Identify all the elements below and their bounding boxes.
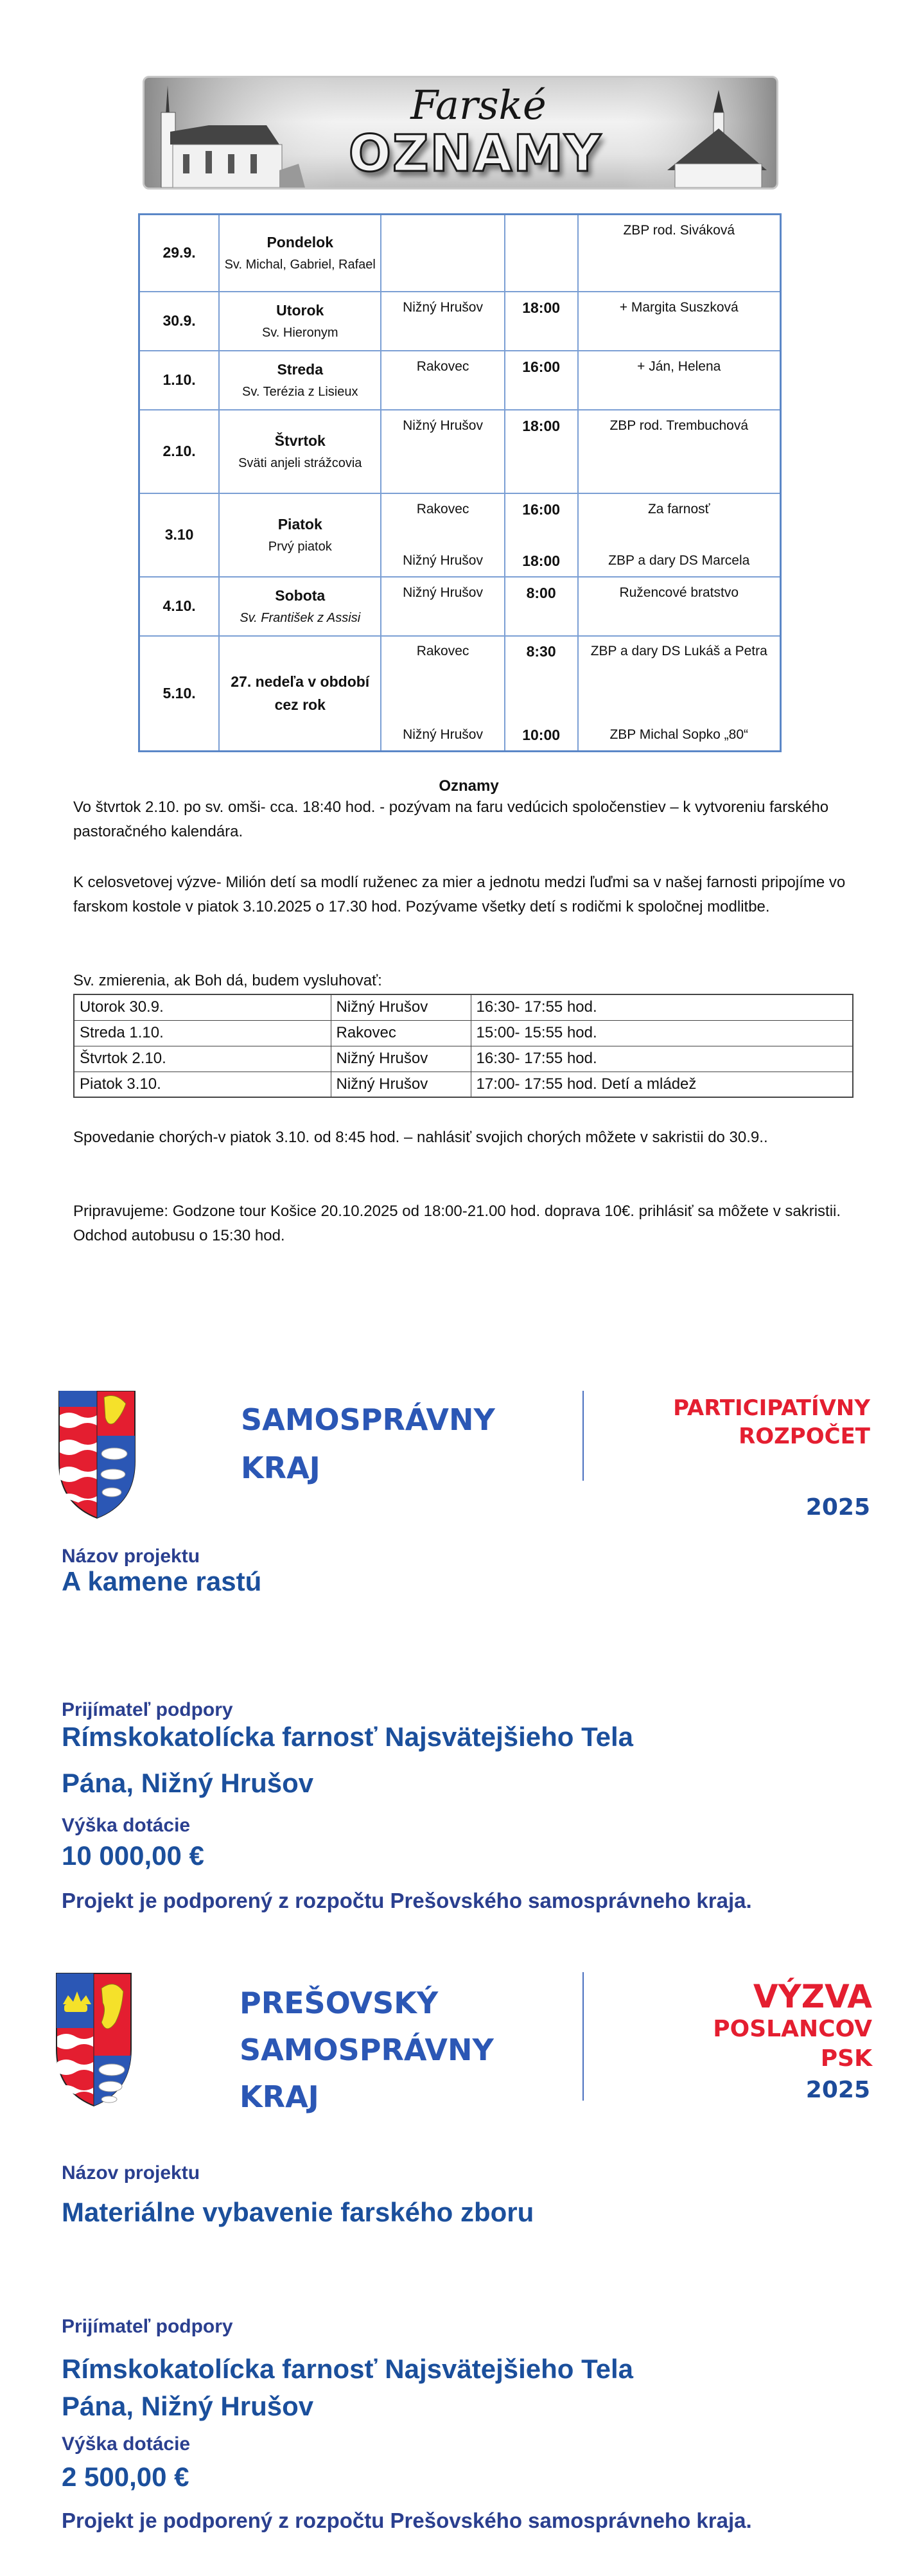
psk-logo-line2: SAMOSPRÁVNY bbox=[240, 2033, 494, 2067]
mass-day-cell bbox=[219, 636, 381, 752]
mass-time-cell bbox=[505, 351, 578, 410]
mass-place: Nižný Hrušov bbox=[403, 552, 483, 568]
mass-place-cell bbox=[381, 493, 504, 577]
mass-place-cell bbox=[381, 351, 504, 410]
mass-day-cell bbox=[219, 292, 381, 351]
mass-row bbox=[139, 410, 781, 493]
psk-logo-line3: KRAJ bbox=[240, 2079, 319, 2114]
announcements-heading: Oznamy bbox=[439, 777, 499, 795]
project-name: A kamene rastú bbox=[62, 1566, 262, 1596]
confession-day: Piatok 3.10. bbox=[74, 1072, 331, 1097]
mass-intention: ZBP rod. Siváková bbox=[623, 222, 735, 238]
mass-intention: ZBP a dary DS Marcela bbox=[608, 552, 750, 568]
mass-day-name: Streda bbox=[277, 360, 324, 378]
mass-day-cell bbox=[219, 215, 381, 292]
mass-saint: Sv. Hieronym bbox=[261, 325, 338, 340]
mass-saint: Prvý piatok bbox=[268, 539, 332, 554]
recipient-line1: Rímskokatolícka farnosť Najsvätejšieho Tela bbox=[62, 2354, 634, 2384]
mass-time-cell bbox=[505, 493, 578, 577]
psk-coat-of-arms-icon bbox=[58, 1391, 136, 1519]
mass-day-name: Štvrtok bbox=[274, 432, 326, 449]
mass-place: Nižný Hrušov bbox=[403, 585, 483, 600]
mass-time: 8:30 bbox=[526, 643, 556, 660]
confession-row bbox=[74, 994, 853, 1020]
mass-day-cell bbox=[219, 493, 381, 577]
mass-intention: ZBP rod. Trembuchová bbox=[609, 418, 749, 433]
mass-day-cell bbox=[219, 410, 381, 493]
mass-date: 1.10. bbox=[139, 351, 220, 410]
mass-place: Nižný Hrušov bbox=[403, 418, 483, 433]
mass-day-cell bbox=[219, 577, 381, 636]
project-label: Názov projektu bbox=[62, 1546, 200, 1567]
mass-date: 3.10 bbox=[139, 493, 220, 577]
mass-date: 4.10. bbox=[139, 577, 220, 636]
confession-row bbox=[74, 1020, 853, 1046]
psk-coat-of-arms-icon bbox=[55, 1972, 132, 2107]
recipient-line1: Rímskokatolícka farnosť Najsvätejšieho Tela bbox=[62, 1722, 634, 1752]
mass-intention-cell bbox=[578, 215, 781, 292]
mass-place-cell bbox=[381, 292, 504, 351]
funding-footer: Projekt je podporený z rozpočtu Prešovského samosprávneho kraja. bbox=[62, 1889, 752, 1912]
mass-row bbox=[139, 292, 781, 351]
mass-date: 30.9. bbox=[139, 292, 220, 351]
amount-value: 2 500,00 € bbox=[62, 2462, 189, 2492]
confession-place: Rakovec bbox=[331, 1020, 471, 1046]
announcement-rosary: K celosvetovej výzve- Milión detí sa modlí ruženec za mier a jednotu medzi ľuďmi sa v našej farnosti pripojíme vo farskom kostole v piatok 3.10.2025 o 17.30 hod. Pozývame všetky detí s rodičmi k spoločnej modlitbe. bbox=[73, 874, 846, 915]
mass-place-cell bbox=[381, 577, 504, 636]
mass-time: 10:00 bbox=[522, 727, 561, 744]
funding-footer: Projekt je podporený z rozpočtu Prešovského samosprávneho kraja. bbox=[62, 2509, 752, 2532]
confession-table bbox=[73, 994, 853, 1098]
mass-row bbox=[139, 577, 781, 636]
confession-day: Utorok 30.9. bbox=[74, 994, 331, 1020]
mass-day-cell bbox=[219, 351, 381, 410]
banner-title-main: OZNAMY bbox=[348, 125, 602, 183]
recipient-line2: Pána, Nižný Hrušov bbox=[62, 1768, 314, 1798]
mass-time-cell bbox=[505, 577, 578, 636]
mass-place: Rakovec bbox=[416, 644, 469, 659]
mass-intention: ZBP Michal Sopko „80“ bbox=[609, 727, 749, 743]
mass-place-cell bbox=[381, 636, 504, 752]
mass-intention: Za farnosť bbox=[647, 501, 710, 516]
mass-day-name: 27. nedeľa v období cez rok bbox=[231, 673, 370, 714]
program-line2: ROZPOČET bbox=[739, 1424, 870, 1449]
psk-logo-line1: PREŠOVSKÝ bbox=[240, 1986, 439, 2020]
farske-oznamy-banner bbox=[143, 76, 778, 190]
mass-time: 18:00 bbox=[522, 552, 561, 569]
mass-intention: ZBP a dary DS Lukáš a Petra bbox=[590, 644, 767, 659]
mass-date: 5.10. bbox=[139, 636, 220, 752]
mass-place: Rakovec bbox=[416, 358, 469, 374]
mass-day-name: Utorok bbox=[276, 301, 324, 319]
confession-time: 16:30- 17:55 hod. bbox=[471, 994, 853, 1020]
mass-time: 18:00 bbox=[522, 299, 561, 316]
mass-schedule-table bbox=[138, 213, 782, 752]
announcement-sick-confession: Spovedanie chorých-v piatok 3.10. od 8:45 hod. – nahlásiť svojich chorých môžete v sakristii do 30.9.. bbox=[73, 1129, 768, 1146]
mass-saint: Sv. Terézia z Lisieux bbox=[242, 384, 358, 399]
mass-place-cell bbox=[381, 215, 504, 292]
mass-intention-cell bbox=[578, 292, 781, 351]
mass-day-name: Piatok bbox=[277, 515, 322, 533]
program-line1: VÝZVA bbox=[753, 1978, 872, 2015]
mass-row bbox=[139, 493, 781, 577]
program-line1: PARTICIPATÍVNY bbox=[673, 1395, 870, 1421]
mass-time: 16:00 bbox=[522, 358, 561, 375]
confession-time: 16:30- 17:55 hod. bbox=[471, 1046, 853, 1072]
mass-date: 29.9. bbox=[139, 215, 220, 292]
mass-time: 18:00 bbox=[522, 417, 561, 434]
mass-row bbox=[139, 636, 781, 752]
mass-place-cell bbox=[381, 410, 504, 493]
announcement-godzone-tour: Pripravujeme: Godzone tour Košice 20.10.2025 od 18:00-21.00 hod. doprava 10€. prihlásiť sa môžete v sakristii. Odchod autobusu o 15:30 hod. bbox=[73, 1203, 841, 1244]
mass-date: 2.10. bbox=[139, 410, 220, 493]
mass-place: Nižný Hrušov bbox=[403, 727, 483, 743]
program-line3: PSK bbox=[820, 2045, 872, 2072]
mass-intention-cell bbox=[578, 577, 781, 636]
confession-row bbox=[74, 1072, 853, 1097]
mass-row bbox=[139, 351, 781, 410]
mass-intention: + Margita Suszková bbox=[619, 299, 739, 315]
amount-label: Výška dotácie bbox=[62, 1815, 191, 1836]
mass-day-name: Sobota bbox=[275, 587, 326, 604]
mass-time: 8:00 bbox=[526, 584, 556, 601]
program-year: 2025 bbox=[805, 2077, 870, 2103]
mass-intention-cell bbox=[578, 493, 781, 577]
confession-day: Štvrtok 2.10. bbox=[74, 1046, 331, 1072]
confession-day: Streda 1.10. bbox=[74, 1020, 331, 1046]
confession-place: Nižný Hrušov bbox=[331, 1046, 471, 1072]
mass-saint: Sväti anjeli strážcovia bbox=[238, 455, 362, 470]
amount-label: Výška dotácie bbox=[62, 2433, 191, 2455]
mass-row bbox=[139, 215, 781, 292]
mass-time-cell bbox=[505, 410, 578, 493]
mass-intention: Ružencové bratstvo bbox=[619, 585, 739, 600]
mass-time-cell bbox=[505, 636, 578, 752]
mass-saint: Sv. František z Assisi bbox=[240, 610, 361, 625]
mass-place: Nižný Hrušov bbox=[403, 299, 483, 315]
mass-intention-cell bbox=[578, 351, 781, 410]
recipient-line2: Pána, Nižný Hrušov bbox=[62, 2391, 314, 2421]
mass-day-name: Pondelok bbox=[267, 233, 333, 251]
recipient-label: Prijímateľ podpory bbox=[62, 1699, 233, 1720]
mass-intention: + Ján, Helena bbox=[637, 358, 721, 374]
amount-value: 10 000,00 € bbox=[62, 1840, 204, 1871]
mass-time-cell bbox=[505, 292, 578, 351]
mass-intention-cell bbox=[578, 636, 781, 752]
mass-time-cell bbox=[505, 215, 578, 292]
confession-place: Nižný Hrušov bbox=[331, 994, 471, 1020]
confession-place: Nižný Hrušov bbox=[331, 1072, 471, 1097]
announcement-meeting: Vo štvrtok 2.10. po sv. omši- cca. 18:40 hod. - pozývam na faru vedúcich spoločenstiev – k vytvoreniu farského pastoračného kalendára. bbox=[73, 798, 829, 840]
mass-time: 16:00 bbox=[522, 500, 561, 518]
recipient-label: Prijímateľ podpory bbox=[62, 2316, 233, 2337]
project-label: Názov projektu bbox=[62, 2162, 200, 2183]
confession-time: 15:00- 15:55 hod. bbox=[471, 1020, 853, 1046]
banner-title-script: Farské bbox=[410, 82, 547, 128]
mass-place: Rakovec bbox=[416, 501, 469, 516]
psk-logo-line1: SAMOSPRÁVNY bbox=[241, 1402, 495, 1437]
program-line2: POSLANCOV bbox=[713, 2016, 872, 2042]
confession-time: 17:00- 17:55 hod. Detí a mládež bbox=[471, 1072, 853, 1097]
mass-saint: Sv. Michal, Gabriel, Rafael bbox=[224, 257, 376, 272]
program-year: 2025 bbox=[805, 1494, 870, 1521]
project-name: Materiálne vybavenie farského zboru bbox=[62, 2197, 534, 2227]
confession-intro: Sv. zmierenia, ak Boh dá, budem vysluhovať: bbox=[73, 972, 382, 989]
confession-row bbox=[74, 1046, 853, 1072]
psk-logo-line2: KRAJ bbox=[241, 1451, 320, 1485]
mass-intention-cell bbox=[578, 410, 781, 493]
